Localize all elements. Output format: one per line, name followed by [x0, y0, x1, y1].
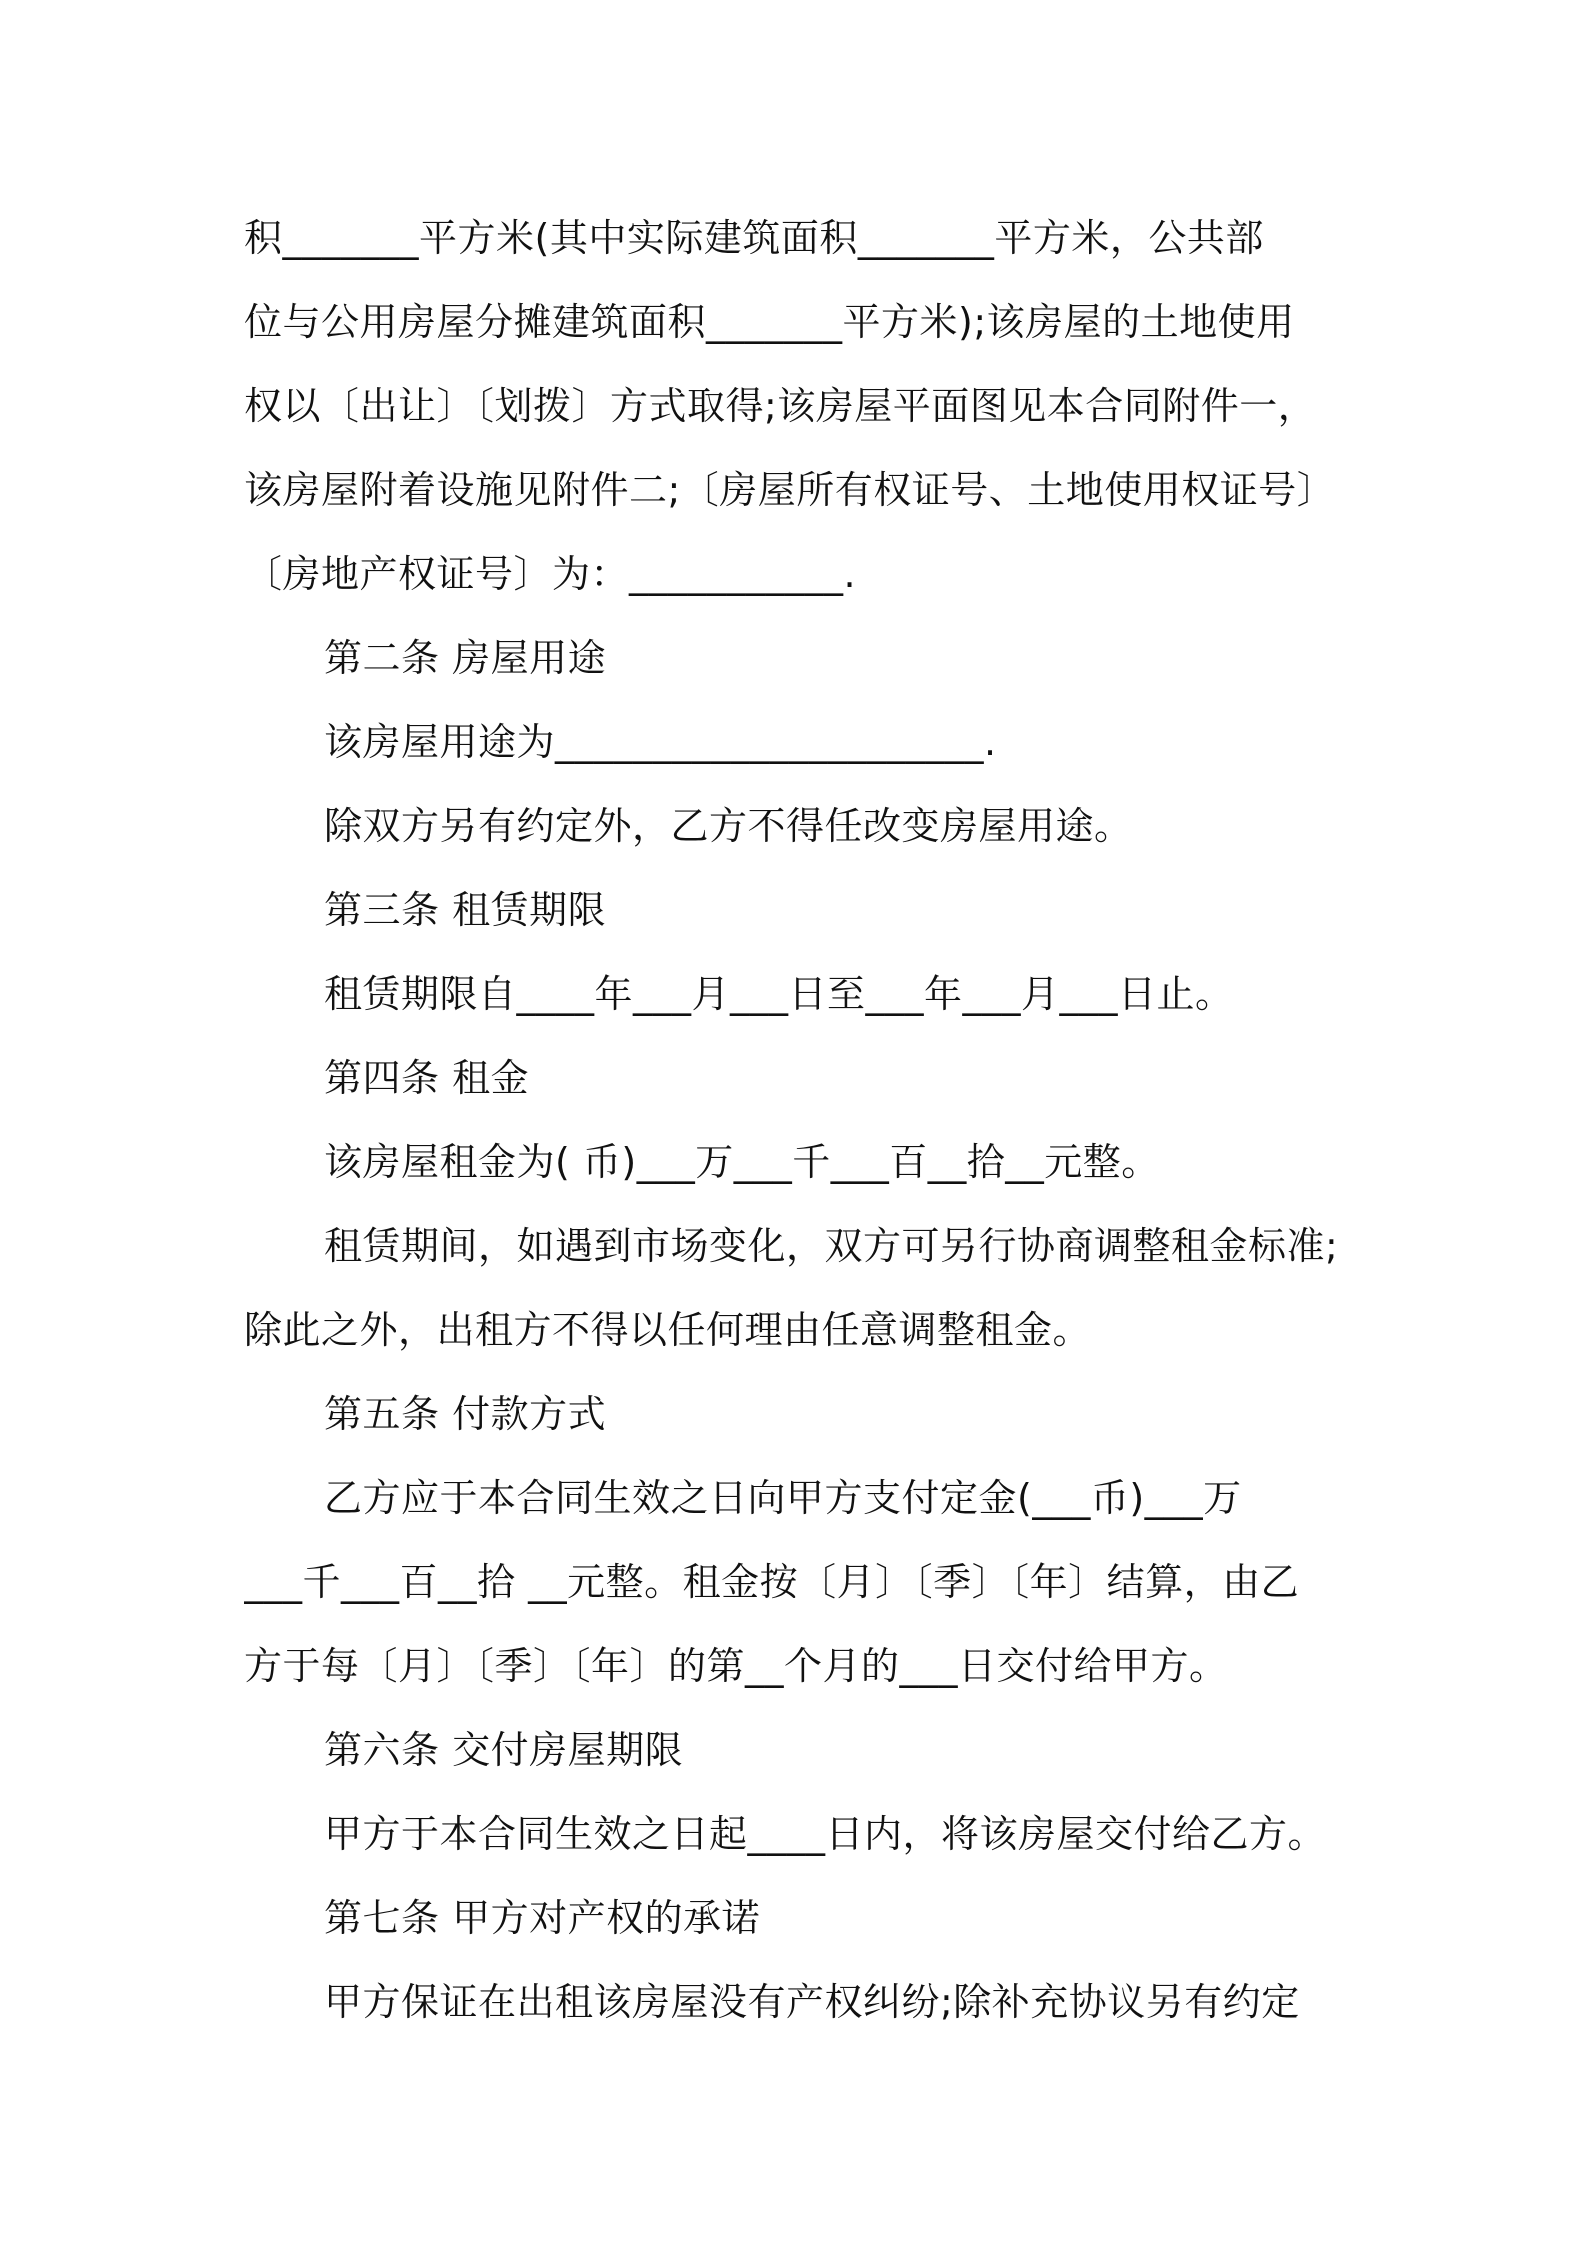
text-line: 甲方于本合同生效之日起____日内，将该房屋交付给乙方。	[324, 1812, 1327, 1856]
article-6-heading: 第六条 交付房屋期限	[324, 1728, 684, 1772]
text-line: 该房屋租金为( 币)___万___千___百__拾__元整。	[324, 1140, 1160, 1184]
text-line: 乙方应于本合同生效之日向甲方支付定金(___币)___万	[324, 1476, 1242, 1520]
text-line: ___千___百__拾 __元整。租金按〔月〕〔季〕〔年〕结算，由乙	[244, 1560, 1300, 1604]
text-line: 权以〔出让〕〔划拨〕方式取得;该房屋平面图见本合同附件一，	[244, 384, 1317, 428]
text-line: 甲方保证在出租该房屋没有产权纠纷;除补充协议另有约定	[324, 1980, 1300, 2024]
text-line: 〔房地产权证号〕为：___________.	[244, 552, 857, 596]
text-line: 积_______平方米(其中实际建筑面积_______平方米，公共部	[244, 216, 1264, 260]
text-line: 方于每〔月〕〔季〕〔年〕的第__个月的___日交付给甲方。	[244, 1644, 1228, 1688]
text-line: 租赁期间，如遇到市场变化，双方可另行协商调整租金标准;	[324, 1224, 1339, 1268]
text-line: 该房屋附着设施见附件二;〔房屋所有权证号、土地使用权证号〕	[244, 468, 1336, 512]
article-2-heading: 第二条 房屋用途	[324, 636, 607, 680]
text-line: 租赁期限自____年___月___日至___年___月___日止。	[324, 972, 1234, 1016]
text-line: 该房屋用途为______________________.	[324, 720, 997, 764]
article-3-heading: 第三条 租赁期限	[324, 888, 607, 932]
article-7-heading: 第七条 甲方对产权的承诺	[324, 1896, 761, 1940]
article-5-heading: 第五条 付款方式	[324, 1392, 607, 1436]
article-4-heading: 第四条 租金	[324, 1056, 530, 1100]
text-line: 位与公用房屋分摊建筑面积_______平方米);该房屋的土地使用	[244, 300, 1295, 344]
contract-text	[244, 196, 1362, 2044]
text-line: 除双方另有约定外，乙方不得任改变房屋用途。	[324, 804, 1133, 848]
text-line: 除此之外，出租方不得以任何理由任意调整租金。	[244, 1308, 1092, 1352]
